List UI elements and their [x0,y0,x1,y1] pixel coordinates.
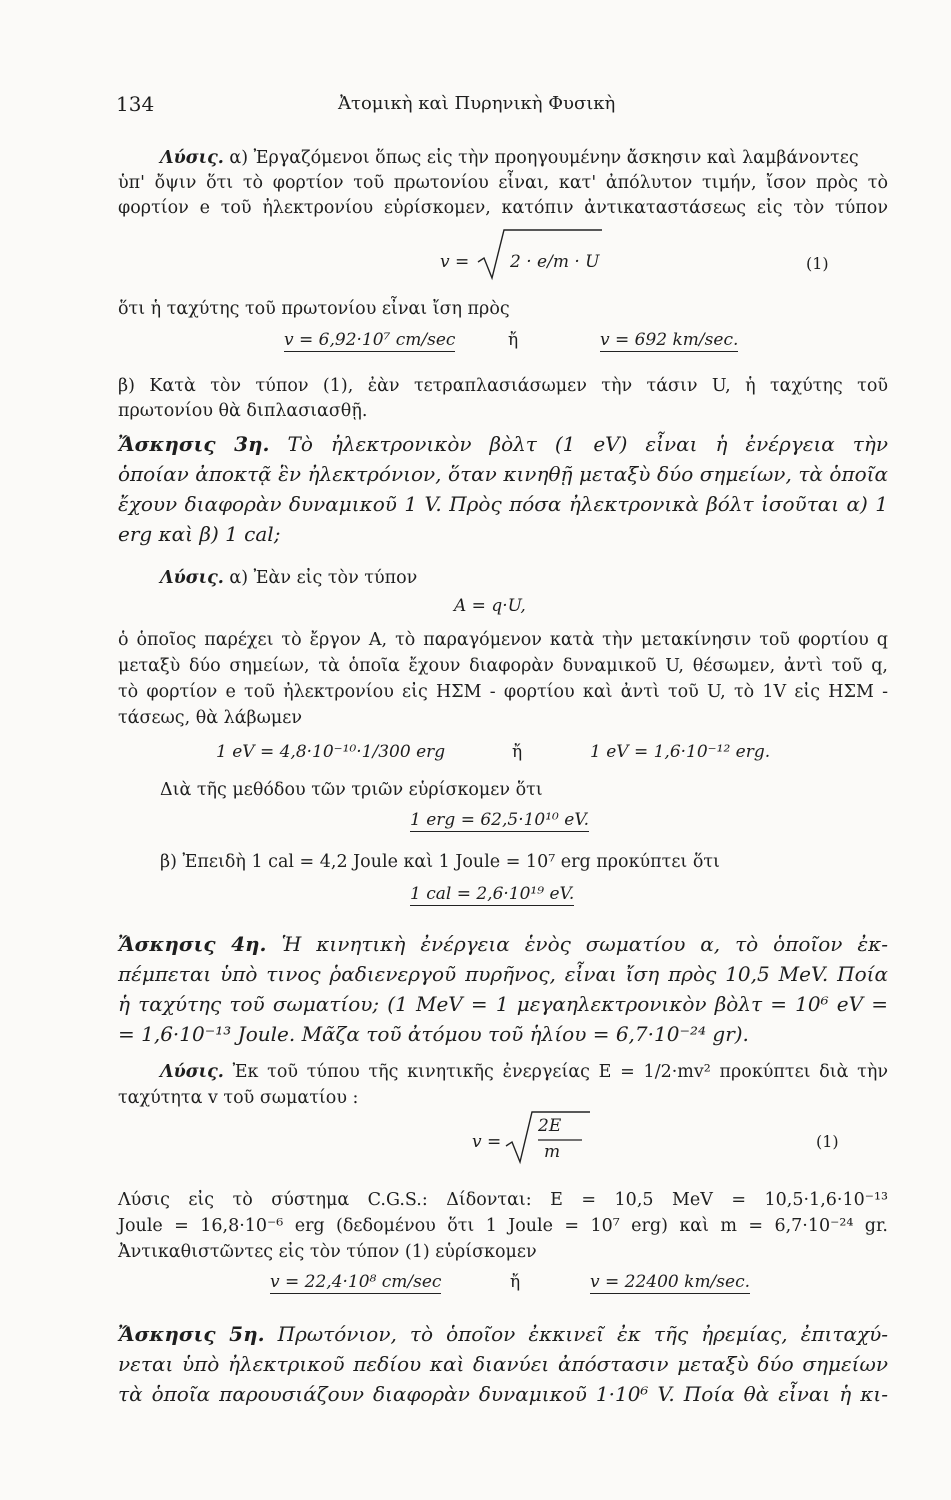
equation-1-number: (1) [806,254,829,273]
equation-2-lhs: v = [472,1132,502,1152]
solution-2-line-4: ὅτι ἡ ταχύτης τοῦ πρωτονίου εἶναι ἴση πρὸς [118,299,510,319]
equation-ev-1: 1 eV = 4,8·10⁻¹⁰·1/300 erg [216,742,446,762]
exercise-5-title: Ἄσκησις 5η. [118,1322,265,1346]
solution-4-text-1: Ἐκ τοῦ τύπου τῆς κινητικῆς ἐνεργείας E = 1/2·mv² προκύπτει διὰ τὴν [232,1062,888,1082]
exercise-5-line-1 [118,1322,888,1346]
solution-3-line-4: τὸ φορτίον e τοῦ ἠλεκτρονίου εἰς ΗΣΜ - φορτίου καὶ ἀντὶ τοῦ U, τὸ 1V εἰς ΗΣΜ - [118,682,888,702]
exercise-5-line-3: τὰ ὁποῖα παρουσιάζουν διαφορὰν δυναμικοῦ 1·10⁶ V. Ποία θὰ εἶναι ἡ κι- [118,1382,888,1406]
solution-2-line-1 [160,146,859,170]
solution-4-line-1 [160,1060,888,1084]
fraction-denominator: m [544,1142,561,1162]
equation-1-lhs: v = [440,252,470,272]
or-word: ἤ [510,1272,521,1292]
exercise-3-line-3: ἔχουν διαφορὰν δυναμικοῦ 1 V. Πρὸς πόσα ἠλεκτρονικὰ βόλτ ἰσοῦται α) 1 [118,492,888,516]
exercise-3-line-4: erg καὶ β) 1 cal; [118,522,281,546]
exercise-4-title: Ἄσκησις 4η. [118,932,267,956]
solution-4-line-4: Joule = 16,8·10⁻⁶ erg (δεδομένου ὅτι 1 Joule = 10⁷ erg) καὶ m = 6,7·10⁻²⁴ gr. [118,1216,888,1236]
solution-3-line-1 [160,566,417,590]
equation-work: A = q·U, [454,596,526,616]
solution-4-line-5: Ἀντικαθιστῶντες εἰς τὸν τύπον (1) εὑρίσκομεν [118,1242,537,1262]
solution-label: Λύσις. [160,1062,224,1082]
solution-2-text-1: α) Ἐργαζόμενοι ὅπως εἰς τὴν προηγουμένην ἄσκησιν καὶ λαμβάνοντες [229,148,859,168]
solution-3-line-3: μεταξὺ δύο σημείων, τὰ ὁποῖα ἔχουν διαφορὰν δυναμικοῦ U, θέσωμεν, ἀντὶ τοῦ q, [118,656,888,676]
exercise-3-line-1 [118,432,888,456]
solution-3-line-6: Διὰ τῆς μεθόδου τῶν τριῶν εὑρίσκομεν ὅτι [160,780,543,800]
solution-3-line-2: ὁ ὁποῖος παρέχει τὸ ἔργον A, τὸ παραγόμενον κατὰ τὴν μετακίνησιν τοῦ φορτίου q [118,630,888,650]
exercise-5-text-1: Πρωτόνιον, τὸ ὁποῖον ἐκκινεῖ ἐκ τῆς ἠρεμίας, ἐπιταχύ- [277,1322,888,1346]
solution-4-line-3: Λύσις εἰς τὸ σύστημα C.G.S.: Δίδονται: E = 10,5 MeV = 10,5·1,6·10⁻¹³ [118,1190,888,1210]
solution-label: Λύσις. [160,568,224,588]
or-word: ἤ [508,330,519,350]
result-velocity-cm: v = 6,92·10⁷ cm/sec [284,330,456,350]
exercise-4-line-2: πέμπεται ὑπὸ τινος ῥαδιενεργοῦ πυρῆνος, εἶναι ἴση πρὸς 10,5 MeV. Ποία [118,962,888,986]
solution-2-line-2: ὑπ' ὄψιν ὅτι τὸ φορτίον τοῦ πρωτονίου εἶναι, κατ' ἀπόλυτον τιμήν, ἴσον πρὸς τὸ [118,173,888,193]
exercise-5-line-2: νεται ὑπὸ ἠλεκτρικοῦ πεδίου καὶ διανύει ἀπόστασιν μεταξὺ δύο σημείων [118,1352,888,1376]
solution-3-line-5: τάσεως, θὰ λάβωμεν [118,708,302,728]
solution-3-line-7: β) Ἐπειδὴ 1 cal = 4,2 Joule καὶ 1 Joule = 10⁷ erg προκύπτει ὅτι [160,852,720,872]
result-cal-to-ev: 1 cal = 2,6·10¹⁹ eV. [410,884,575,904]
solution-3-text-1: α) Ἐὰν εἰς τὸν τύπον [229,568,418,588]
fraction-numerator: 2E [538,1116,562,1136]
equation-1-body: 2 · e/m · U [510,252,600,272]
solution-2-part-b-2: πρωτονίου θὰ διπλασιασθῇ. [118,401,368,421]
or-word: ἤ [512,742,523,762]
exercise-4-line-3: ἡ ταχύτης τοῦ σωματίου; (1 MeV = 1 μεγαηλεκτρονικὸν βὸλτ = 10⁶ eV = [118,992,888,1016]
page-number: 134 [116,92,155,116]
result-erg-to-ev: 1 erg = 62,5·10¹⁰ eV. [410,810,590,830]
solution-2-line-3: φορτίον e τοῦ ἠλεκτρονίου εὑρίσκομεν, κατόπιν ἀντικαταστάσεως εἰς τὸν τύπον [118,198,888,218]
equation-2-number: (1) [816,1132,839,1151]
result-velocity-2-km: v = 22400 km/sec. [590,1272,750,1292]
exercise-4-line-1 [118,932,888,956]
exercise-3-text-1: Τὸ ἠλεκτρονικὸν βὸλτ (1 eV) εἶναι ἡ ἐνέργεια τὴν [287,432,888,456]
result-velocity-2-cm: v = 22,4·10⁸ cm/sec [270,1272,442,1292]
solution-4-line-2: ταχύτητα v τοῦ σωματίου : [118,1088,359,1108]
exercise-4-line-4: = 1,6·10⁻¹³ Joule. Μᾶζα τοῦ ἀτόμου τοῦ ἡλίου = 6,7·10⁻²⁴ gr). [118,1022,749,1046]
equation-ev-2: 1 eV = 1,6·10⁻¹² erg. [590,742,771,762]
solution-label: Λύσις. [160,148,224,168]
running-title: Ἀτομικὴ καὶ Πυρηνικὴ Φυσικὴ [338,93,616,114]
result-velocity-km: v = 692 km/sec. [600,330,739,350]
exercise-3-title: Ἄσκησις 3η. [118,432,270,456]
exercise-4-text-1: Ἡ κινητικὴ ἐνέργεια ἑνὸς σωματίου α, τὸ ὁποῖον ἐκ- [281,932,889,956]
exercise-3-line-2: ὁποίαν ἀποκτᾷ ἓν ἠλεκτρόνιον, ὅταν κινηθῇ μεταξὺ δύο σημείων, τὰ ὁποῖα [118,462,888,486]
solution-2-part-b-1: β) Κατὰ τὸν τύπον (1), ἐὰν τετραπλασιάσωμεν τὴν τάσιν U, ἡ ταχύτης τοῦ [118,376,888,396]
